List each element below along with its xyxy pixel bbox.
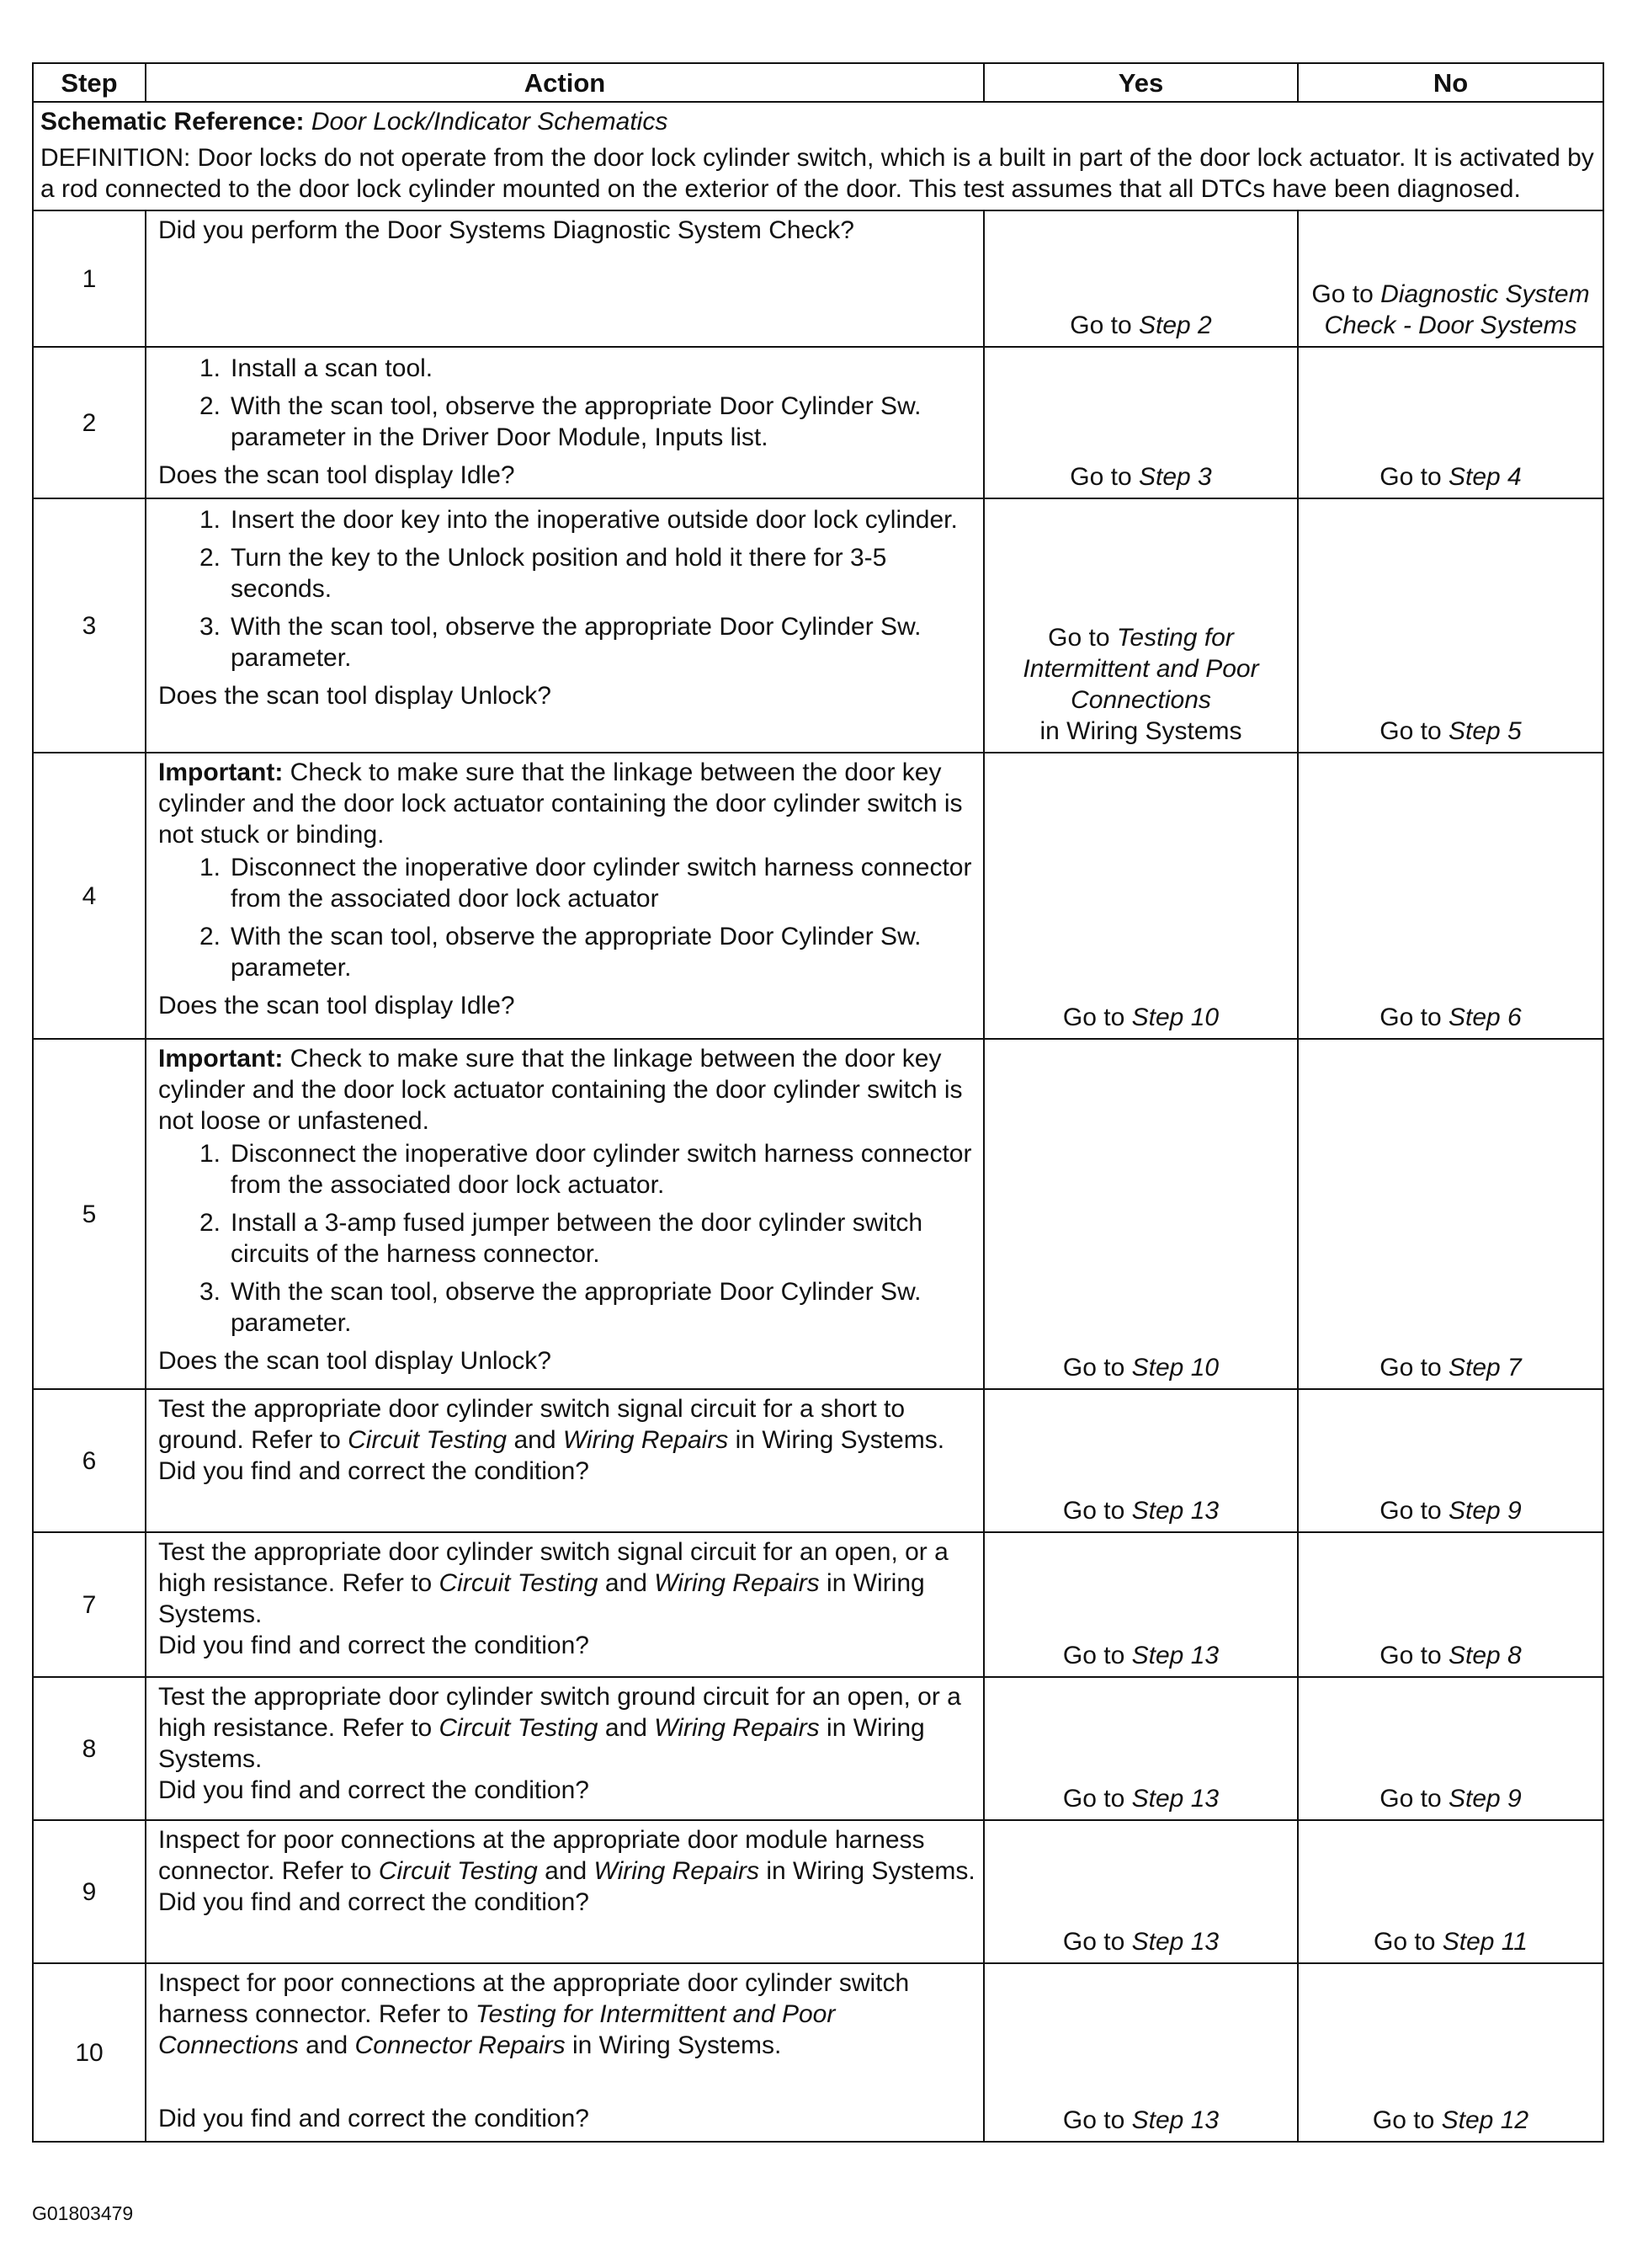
yes-link[interactable]: Step 10: [1131, 1354, 1220, 1382]
list-item-number: 3.: [199, 1278, 221, 1306]
action-cell: [146, 498, 984, 753]
table-row: [33, 1389, 1603, 1532]
step-list: [158, 353, 976, 453]
yes-cell: [984, 1820, 1298, 1963]
header-action: Action: [146, 63, 984, 102]
reference-link[interactable]: Circuit Testing: [378, 1857, 538, 1885]
list-item-text: Install a 3-amp fused jumper between the door cylinder switch circuits of the harness connector.: [231, 1209, 923, 1268]
yes-cell: [984, 210, 1298, 347]
list-item: [158, 542, 976, 604]
no-link[interactable]: Step 7: [1448, 1354, 1522, 1382]
list-item-text: Turn the key to the Unlock position and hold it there for 3-5 seconds.: [231, 544, 887, 603]
yes-prefix: Go to: [1062, 2106, 1125, 2134]
action-text-part: Inspect for poor connections at the appropriate door cylinder switch harness connector. Refer to: [158, 1969, 910, 2028]
no-cell: [1298, 1677, 1603, 1820]
yes-prefix: Go to: [1062, 1497, 1125, 1525]
list-item-number: 1.: [199, 854, 221, 881]
action-question: Does the scan tool display Unlock?: [158, 682, 551, 710]
no-cell: [1298, 1039, 1603, 1389]
action-text-part: and: [306, 2031, 348, 2059]
list-item: [158, 611, 976, 673]
action-cell: [146, 1820, 984, 1963]
figure-id: G01803479: [32, 2202, 134, 2224]
important-label: Important:: [158, 1045, 284, 1073]
reference-link[interactable]: Wiring Repairs: [562, 1426, 729, 1454]
list-item-text: Insert the door key into the inoperative outside door lock cylinder.: [231, 506, 958, 534]
yes-prefix: Go to: [1062, 1785, 1125, 1813]
no-prefix: Go to: [1379, 717, 1442, 745]
list-item: [158, 1207, 976, 1270]
important-label: Important:: [158, 759, 284, 786]
important-text: Check to make sure that the linkage between the door key cylinder and the door lock actuator containing the door cylinder switch is not loose or unfastened.: [158, 1045, 963, 1135]
yes-cell: [984, 498, 1298, 753]
no-link[interactable]: Diagnostic System Check - Door Systems: [1324, 280, 1590, 339]
reference-cell: [33, 102, 1603, 210]
no-prefix: Go to: [1379, 463, 1442, 491]
action-text-part: in Wiring Systems.: [158, 1714, 925, 1773]
no-prefix: Go to: [1379, 1497, 1442, 1525]
no-link[interactable]: Step 9: [1448, 1497, 1522, 1525]
important-note: [158, 757, 976, 850]
step-list: [158, 1138, 976, 1339]
yes-link[interactable]: Step 13: [1131, 1785, 1220, 1813]
table-row: [33, 1820, 1603, 1963]
action-question: Did you find and correct the condition?: [158, 1776, 589, 1804]
table-row: [33, 1677, 1603, 1820]
list-item: [158, 1138, 976, 1201]
step-number: 10: [33, 1963, 146, 2142]
action-text: [158, 1536, 976, 1630]
list-item-text: Install a scan tool.: [231, 354, 433, 382]
no-prefix: Go to: [1311, 280, 1374, 308]
table-row: [33, 210, 1603, 347]
action-text-part: and: [513, 1426, 556, 1454]
action-question: Does the scan tool display Unlock?: [158, 1347, 551, 1375]
list-item-text: With the scan tool, observe the appropriate Door Cylinder Sw. parameter.: [231, 1278, 922, 1337]
step-number: 3: [33, 498, 146, 753]
action-text-part: Test the appropriate door cylinder switch signal circuit for a short to ground. Refer to: [158, 1395, 906, 1454]
yes-prefix: Go to: [1062, 1928, 1125, 1956]
no-link[interactable]: Step 6: [1448, 1004, 1522, 1031]
list-item-number: 2.: [199, 544, 221, 572]
list-item: [158, 1276, 976, 1339]
no-prefix: Go to: [1374, 1928, 1436, 1956]
important-note: [158, 1043, 976, 1137]
definition-text: DEFINITION: Door locks do not operate from the door lock cylinder switch, which is a built in part of the door lock actuator. It is activated by a rod connected to the door lock cylinder mounted on the exterior of the door. This test assumes that all DTCs have been diagnosed.: [40, 144, 1594, 203]
action-text-part: and: [545, 1857, 587, 1885]
table-row: [33, 1039, 1603, 1389]
action-question: Does the scan tool display Idle?: [158, 992, 515, 1020]
no-prefix: Go to: [1379, 1642, 1442, 1669]
action-cell: [146, 1677, 984, 1820]
reference-link[interactable]: Wiring Repairs: [593, 1857, 759, 1885]
step-number: 8: [33, 1677, 146, 1820]
action-text-part: in Wiring Systems.: [572, 2031, 782, 2059]
yes-link[interactable]: Step 10: [1131, 1004, 1220, 1031]
schematic-reference: [40, 106, 1596, 137]
no-cell: [1298, 1963, 1603, 2142]
action-cell: [146, 210, 984, 347]
step-list: [158, 852, 976, 983]
list-item-text: Disconnect the inoperative door cylinder switch harness connector from the associated door lock actuator.: [231, 1140, 972, 1199]
list-item-number: 1.: [199, 1140, 221, 1168]
action-text: [158, 1681, 976, 1775]
header-step: Step: [33, 63, 146, 102]
yes-link[interactable]: Step 13: [1131, 1642, 1220, 1669]
yes-cell: [984, 1532, 1298, 1677]
list-item-number: 2.: [199, 392, 221, 420]
yes-link[interactable]: Step 13: [1131, 2106, 1220, 2134]
no-cell: [1298, 347, 1603, 498]
no-prefix: Go to: [1372, 2106, 1435, 2134]
action-cell: [146, 1963, 984, 2142]
yes-prefix: Go to: [1062, 1354, 1125, 1382]
list-item-text: With the scan tool, observe the appropriate Door Cylinder Sw. parameter in the Driver Door Module, Inputs list.: [231, 392, 922, 451]
no-cell: [1298, 1389, 1603, 1532]
yes-link[interactable]: Testing for Intermittent and Poor Connections: [1023, 624, 1259, 714]
reference-link[interactable]: Wiring Repairs: [654, 1569, 820, 1597]
no-link[interactable]: Step 12: [1441, 2106, 1529, 2134]
reference-link[interactable]: Wiring Repairs: [654, 1714, 820, 1742]
yes-cell: [984, 1389, 1298, 1532]
action-cell: [146, 1039, 984, 1389]
action-text-part: Test the appropriate door cylinder switch signal circuit for an open, or a high resistance. Refer to: [158, 1538, 949, 1597]
list-item-number: 1.: [199, 354, 221, 382]
yes-prefix: Go to: [1070, 463, 1132, 491]
yes-link[interactable]: Step 3: [1138, 463, 1212, 491]
action-text-part: and: [604, 1714, 647, 1742]
no-prefix: Go to: [1379, 1354, 1442, 1382]
reference-row: [33, 102, 1603, 210]
yes-cell: [984, 753, 1298, 1039]
action-cell: [146, 347, 984, 498]
yes-prefix: Go to: [1070, 311, 1132, 339]
action-text-part: and: [604, 1569, 647, 1597]
no-cell: [1298, 498, 1603, 753]
list-item: [158, 504, 976, 535]
action-cell: [146, 1532, 984, 1677]
diagnostic-table: [32, 62, 1604, 2143]
list-item-text: Disconnect the inoperative door cylinder switch harness connector from the associated door lock actuator: [231, 854, 972, 913]
action-text: [158, 1824, 976, 1887]
action-text: [158, 1393, 976, 1456]
header-no: No: [1298, 63, 1603, 102]
yes-cell: [984, 347, 1298, 498]
list-item-number: 2.: [199, 923, 221, 950]
action-text-part: Inspect for poor connections at the appropriate door module harness connector. Refer to: [158, 1826, 925, 1885]
yes-cell: [984, 1963, 1298, 2142]
schematic-reference-label: Schematic Reference:: [40, 108, 305, 136]
reference-link[interactable]: Circuit Testing: [439, 1569, 598, 1597]
reference-link[interactable]: Circuit Testing: [439, 1714, 598, 1742]
step-number: 6: [33, 1389, 146, 1532]
no-cell: [1298, 1820, 1603, 1963]
list-item-number: 3.: [199, 613, 221, 641]
list-item-text: With the scan tool, observe the appropriate Door Cylinder Sw. parameter.: [231, 923, 922, 982]
list-item: [158, 391, 976, 453]
yes-link[interactable]: Step 13: [1131, 1928, 1220, 1956]
reference-link[interactable]: Connector Repairs: [354, 2031, 566, 2059]
action-question: Did you find and correct the condition?: [158, 1888, 589, 1916]
action-cell: [146, 1389, 984, 1532]
no-link[interactable]: Step 8: [1448, 1642, 1522, 1669]
schematic-reference-link[interactable]: Door Lock/Indicator Schematics: [311, 108, 668, 136]
table-row: [33, 1963, 1603, 2142]
step-number: 1: [33, 210, 146, 347]
table-row: [33, 498, 1603, 753]
yes-prefix: Go to: [1062, 1642, 1125, 1669]
reference-link[interactable]: Testing for Intermittent and Poor Connections: [158, 2000, 836, 2059]
no-link[interactable]: Step 11: [1442, 1928, 1528, 1956]
step-number: 9: [33, 1820, 146, 1963]
step-number: 4: [33, 753, 146, 1039]
action-question: Does the scan tool display Idle?: [158, 461, 515, 489]
list-item-text: With the scan tool, observe the appropriate Door Cylinder Sw. parameter.: [231, 613, 922, 672]
yes-link[interactable]: Step 13: [1131, 1497, 1220, 1525]
list-item-number: 1.: [199, 506, 221, 534]
step-number: 2: [33, 347, 146, 498]
yes-cell: [984, 1677, 1298, 1820]
header-yes: Yes: [984, 63, 1298, 102]
yes-suffix: in Wiring Systems: [1039, 717, 1242, 745]
action-text-part: in Wiring Systems.: [766, 1857, 975, 1885]
no-link[interactable]: Step 5: [1448, 717, 1522, 745]
no-cell: [1298, 210, 1603, 347]
table-row: [33, 347, 1603, 498]
action-text-part: Test the appropriate door cylinder switch ground circuit for an open, or a high resistance. Refer to: [158, 1683, 961, 1742]
no-cell: [1298, 753, 1603, 1039]
no-prefix: Go to: [1379, 1785, 1442, 1813]
table-header-row: [33, 63, 1603, 102]
action-text-part: in Wiring Systems.: [158, 1569, 925, 1628]
step-number: 7: [33, 1532, 146, 1677]
step-number: 5: [33, 1039, 146, 1389]
action-text-part: in Wiring Systems.: [735, 1426, 945, 1454]
action-question: Did you find and correct the condition?: [158, 1632, 589, 1659]
yes-link[interactable]: Step 2: [1138, 311, 1212, 339]
table-row: [33, 1532, 1603, 1677]
yes-prefix: Go to: [1048, 624, 1110, 652]
table-row: [33, 753, 1603, 1039]
list-item: [158, 852, 976, 914]
yes-prefix: Go to: [1062, 1004, 1125, 1031]
action-cell: [146, 753, 984, 1039]
action-question: Did you find and correct the condition?: [158, 2105, 589, 2132]
action-text: Did you perform the Door Systems Diagnostic System Check?: [158, 216, 854, 244]
list-item-number: 2.: [199, 1209, 221, 1237]
list-item: [158, 921, 976, 983]
no-prefix: Go to: [1379, 1004, 1442, 1031]
important-text: Check to make sure that the linkage between the door key cylinder and the door lock actuator containing the door cylinder switch is not stuck or binding.: [158, 759, 963, 849]
action-question: Did you find and correct the condition?: [158, 1457, 589, 1485]
reference-link[interactable]: Circuit Testing: [348, 1426, 508, 1454]
no-link[interactable]: Step 4: [1448, 463, 1522, 491]
yes-cell: [984, 1039, 1298, 1389]
action-text: [158, 1967, 976, 2061]
list-item: [158, 353, 976, 384]
step-list: [158, 504, 976, 673]
no-cell: [1298, 1532, 1603, 1677]
no-link[interactable]: Step 9: [1448, 1785, 1522, 1813]
